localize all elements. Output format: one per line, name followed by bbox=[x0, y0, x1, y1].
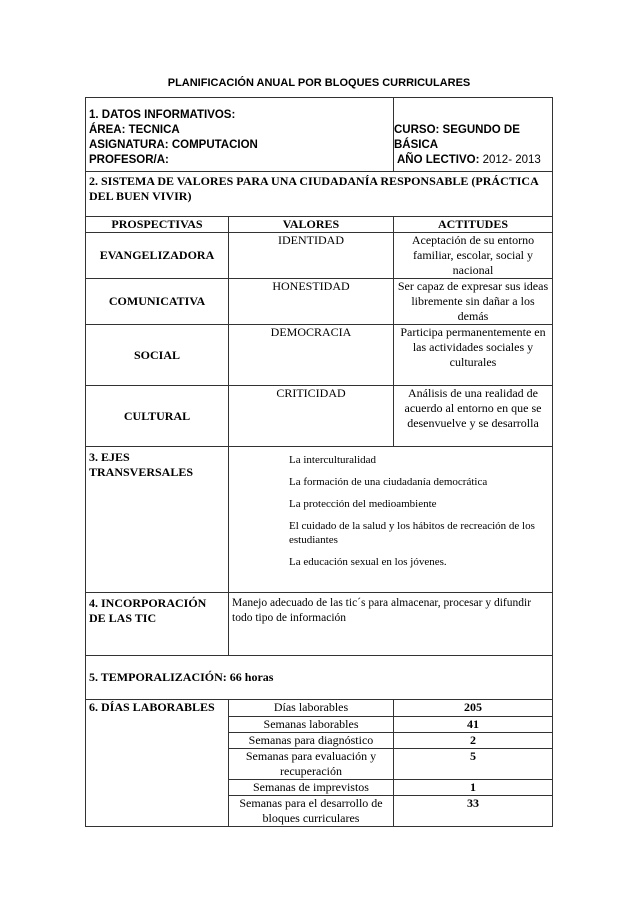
curso-field: CURSO: SEGUNDO DE BÁSICA bbox=[394, 124, 520, 151]
valor-cell: IDENTIDAD bbox=[229, 233, 394, 279]
dias-row bbox=[86, 700, 553, 717]
dias-value: 205 bbox=[394, 700, 553, 717]
dias-value: 2 bbox=[394, 733, 553, 749]
actitud-cell: Aceptación de su entorno familiar, escolar, social y nacional bbox=[394, 233, 553, 279]
ejes-heading: 3. EJES TRANSVERSALES bbox=[86, 447, 229, 593]
header-actitudes: ACTITUDES bbox=[394, 217, 553, 233]
dias-value: 33 bbox=[394, 796, 553, 827]
datos-right-cell bbox=[394, 98, 553, 172]
prospectiva-cell: SOCIAL bbox=[86, 325, 229, 386]
header-prospectivas: PROSPECTIVAS bbox=[86, 217, 229, 233]
prospectiva-cell: COMUNICATIVA bbox=[86, 279, 229, 325]
valores-row bbox=[86, 279, 553, 325]
valor-cell: CRITICIDAD bbox=[229, 386, 394, 447]
anio-value: 2012- 2013 bbox=[482, 154, 541, 166]
tic-row bbox=[86, 593, 553, 656]
actitud-cell: Participa permanentemente en las actividades sociales y culturales bbox=[394, 325, 553, 386]
valores-heading-row bbox=[86, 172, 553, 217]
datos-heading: 1. DATOS INFORMATIVOS: bbox=[89, 109, 236, 121]
prospectiva-cell: EVANGELIZADORA bbox=[86, 233, 229, 279]
anio-label: AÑO LECTIVO: bbox=[397, 154, 480, 166]
dias-label: Semanas para el desarrollo de bloques curriculares bbox=[229, 796, 394, 827]
datos-left-cell bbox=[86, 98, 394, 172]
planning-table bbox=[85, 97, 553, 827]
valores-header-row bbox=[86, 217, 553, 233]
header-valores: VALORES bbox=[229, 217, 394, 233]
area-field: ÁREA: TECNICA bbox=[89, 124, 180, 136]
eje-item: El cuidado de la salud y los hábitos de recreación de los estudiantes bbox=[289, 520, 535, 546]
eje-item: La formación de una ciudadanía democrática bbox=[289, 476, 488, 488]
dias-label: Semanas de imprevistos bbox=[229, 780, 394, 796]
ejes-list bbox=[229, 447, 553, 593]
dias-value: 5 bbox=[394, 749, 553, 780]
dias-label: Semanas para diagnóstico bbox=[229, 733, 394, 749]
dias-label: Semanas laborables bbox=[229, 717, 394, 733]
profesor-field: PROFESOR/A: bbox=[89, 154, 169, 166]
dias-label: Días laborables bbox=[229, 700, 394, 717]
actitud-cell: Análisis de una realidad de acuerdo al entorno en que se desenvuelve y se desarrolla bbox=[394, 386, 553, 447]
valores-row bbox=[86, 325, 553, 386]
eje-item: La interculturalidad bbox=[289, 454, 377, 466]
dias-label: Semanas para evaluación y recuperación bbox=[229, 749, 394, 780]
prospectiva-cell: CULTURAL bbox=[86, 386, 229, 447]
temporalizacion-text: 5. TEMPORALIZACIÓN: 66 horas bbox=[86, 656, 553, 700]
dias-heading: 6. DÍAS LABORABLES bbox=[86, 700, 229, 827]
valor-cell: HONESTIDAD bbox=[229, 279, 394, 325]
datos-row bbox=[86, 98, 553, 172]
valores-row bbox=[86, 386, 553, 447]
actitud-cell: Ser capaz de expresar sus ideas libremente sin dañar a los demás bbox=[394, 279, 553, 325]
asignatura-field: ASIGNATURA: COMPUTACION bbox=[89, 139, 258, 151]
ejes-row bbox=[86, 447, 553, 593]
eje-item: La protección del medioambiente bbox=[289, 498, 437, 510]
tic-text: Manejo adecuado de las tic´s para almacenar, procesar y difundir todo tipo de información bbox=[229, 593, 553, 656]
valor-cell: DEMOCRACIA bbox=[229, 325, 394, 386]
document-title: PLANIFICACIÓN ANUAL POR BLOQUES CURRICULARES bbox=[167, 77, 471, 89]
eje-item: La educación sexual en los jóvenes. bbox=[289, 556, 447, 568]
tic-heading: 4. INCORPORACIÓN DE LAS TIC bbox=[86, 593, 229, 656]
temporalizacion-row bbox=[86, 656, 553, 700]
valores-heading: 2. SISTEMA DE VALORES PARA UNA CIUDADANÍA RESPONSABLE (PRÁCTICA DEL BUEN VIVIR) bbox=[86, 172, 553, 217]
dias-value: 1 bbox=[394, 780, 553, 796]
valores-row bbox=[86, 233, 553, 279]
dias-value: 41 bbox=[394, 717, 553, 733]
